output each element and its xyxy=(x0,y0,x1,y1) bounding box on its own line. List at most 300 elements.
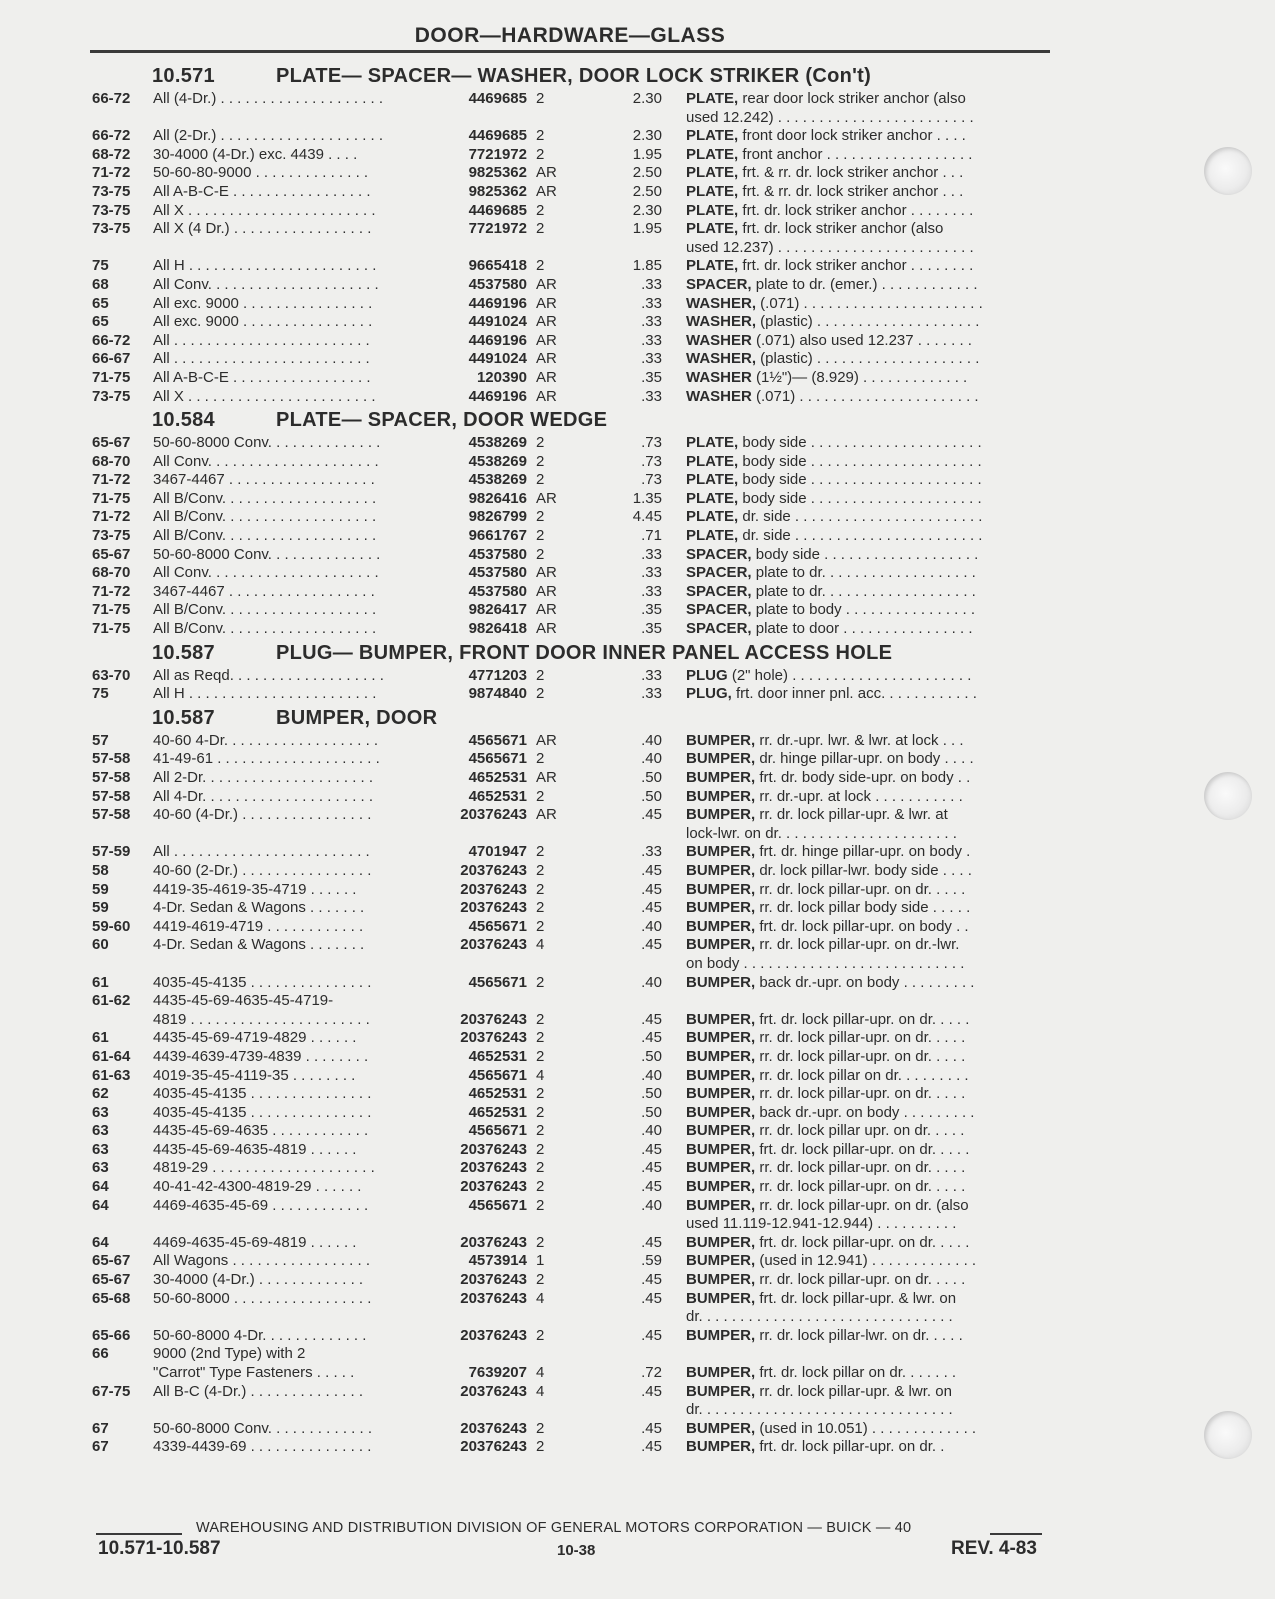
part-models: All A-B-C-E . . . . . . . . . . . . . . . . . xyxy=(153,368,371,386)
part-price: .33 xyxy=(641,294,662,312)
part-quantity: 2 xyxy=(536,1029,545,1047)
part-description xyxy=(686,1290,1051,1309)
part-type: WASHER, xyxy=(686,350,757,368)
part-row xyxy=(0,202,1275,221)
part-type: PLATE, xyxy=(686,220,739,238)
part-detail: frt. dr. hinge pillar-upr. on body . xyxy=(755,843,971,861)
part-row xyxy=(0,164,1275,183)
part-models: All H . . . . . . . . . . . . . . . . . . . . . . . xyxy=(153,257,377,275)
part-price: .45 xyxy=(641,936,662,954)
part-row xyxy=(0,1327,1275,1346)
part-price: .40 xyxy=(641,731,662,749)
part-detail: plate to dr. . . . . . . . . . . . . . . . . . . xyxy=(751,564,976,582)
part-models: 4435-45-69-4635-4819 . . . . . . xyxy=(153,1140,357,1158)
part-models: 50-60-8000 Conv. . . . . . . . . . . . . . xyxy=(153,434,381,452)
part-quantity: AR xyxy=(536,368,557,386)
part-price: .45 xyxy=(641,1140,662,1158)
part-detail: (.071) also used 12.237 . . . . . . . xyxy=(751,331,972,349)
part-quantity: 2 xyxy=(536,1159,545,1177)
part-row xyxy=(0,1011,1275,1030)
part-type: BUMPER, xyxy=(686,1066,756,1084)
part-models: All (4-Dr.) . . . . . . . . . . . . . . . . . . . . xyxy=(153,90,384,107)
part-quantity: 4 xyxy=(536,936,545,954)
part-number: 4538269 xyxy=(468,452,527,470)
part-years: 73-75 xyxy=(92,182,131,200)
part-description xyxy=(686,769,1051,788)
part-years: 64 xyxy=(92,1196,109,1214)
part-years: 65-67 xyxy=(92,1252,131,1270)
part-quantity: AR xyxy=(536,350,557,368)
part-price: .45 xyxy=(641,899,662,917)
part-number: 4537580 xyxy=(468,545,527,563)
part-detail: frt. door inner pnl. acc. . . . . . . . . . . . xyxy=(731,685,977,703)
part-description xyxy=(686,1197,1051,1216)
part-row xyxy=(0,974,1275,993)
part-quantity: 2 xyxy=(536,750,545,768)
part-years: 65 xyxy=(92,313,109,331)
part-row xyxy=(0,918,1275,937)
part-number: 4771203 xyxy=(468,666,527,684)
footer-page-number: 10-38 xyxy=(557,1542,596,1559)
part-years: 67 xyxy=(92,1419,109,1437)
part-type: BUMPER, xyxy=(686,1122,756,1140)
part-quantity: 2 xyxy=(536,1326,545,1344)
part-type: BUMPER, xyxy=(686,973,756,991)
part-type: SPACER, xyxy=(686,564,752,582)
part-detail: (used in 12.941) . . . . . . . . . . . . . xyxy=(755,1252,977,1270)
part-models: All exc. 9000 . . . . . . . . . . . . . . . . xyxy=(153,294,373,312)
part-years: 73-75 xyxy=(92,220,131,238)
part-description xyxy=(686,583,1051,602)
part-number: 9661767 xyxy=(468,527,527,545)
part-type: PLATE, xyxy=(686,145,739,163)
part-models: 40-60 (2-Dr.) . . . . . . . . . . . . . . . . xyxy=(153,861,372,879)
part-years: 73-75 xyxy=(92,201,131,219)
part-quantity: AR xyxy=(536,769,557,786)
part-price: .50 xyxy=(641,1103,662,1121)
part-description xyxy=(686,1029,1051,1048)
part-number: 20376243 xyxy=(460,1438,527,1456)
part-description xyxy=(686,332,1051,351)
part-row xyxy=(0,490,1275,509)
part-type: BUMPER, xyxy=(686,1419,756,1437)
part-quantity: 2 xyxy=(536,508,545,526)
part-years: 67-75 xyxy=(92,1382,131,1400)
part-row xyxy=(0,369,1275,388)
part-number: 4701947 xyxy=(468,843,527,861)
part-number: 4469196 xyxy=(468,331,527,349)
part-description xyxy=(686,1234,1051,1253)
part-detail: frt. & rr. dr. lock striker anchor . . . xyxy=(738,182,964,200)
part-row xyxy=(0,239,1275,258)
part-number: 4538269 xyxy=(468,471,527,489)
part-quantity: 2 xyxy=(536,145,545,163)
part-quantity: 2 xyxy=(536,787,545,805)
part-years: 68-70 xyxy=(92,564,131,582)
footer-range: 10.571-10.587 xyxy=(98,1538,221,1559)
part-quantity: AR xyxy=(536,489,557,507)
part-type: BUMPER, xyxy=(686,750,756,768)
section-number: 10.587 xyxy=(152,706,215,729)
part-description xyxy=(686,601,1051,620)
part-description xyxy=(686,1104,1051,1123)
part-number: 4491024 xyxy=(468,350,527,368)
part-price: 2.30 xyxy=(632,127,662,145)
part-price: .45 xyxy=(641,1159,662,1177)
part-quantity: 2 xyxy=(536,434,545,452)
part-row xyxy=(0,127,1275,146)
part-type: SPACER, xyxy=(686,275,752,293)
part-quantity: AR xyxy=(536,164,557,182)
part-models: 3467-4467 . . . . . . . . . . . . . . . . . . xyxy=(153,471,375,489)
part-years: 73-75 xyxy=(92,387,131,405)
part-type: PLATE, xyxy=(686,127,739,145)
part-years: 63 xyxy=(92,1122,109,1140)
part-detail: frt. & rr. dr. lock striker anchor . . . xyxy=(738,164,964,182)
part-price: .45 xyxy=(641,1178,662,1196)
part-description xyxy=(686,239,1051,258)
part-type: PLATE, xyxy=(686,182,739,200)
part-row xyxy=(0,1159,1275,1178)
part-row xyxy=(0,564,1275,583)
part-detail: used 12.237) . . . . . . . . . . . . . . . . . . . . . . . . xyxy=(686,238,974,256)
part-models: 4339-4439-69 . . . . . . . . . . . . . . . xyxy=(153,1438,372,1456)
part-row xyxy=(0,109,1275,128)
part-row xyxy=(0,257,1275,276)
part-type: BUMPER, xyxy=(686,1382,756,1400)
part-number: 4537580 xyxy=(468,275,527,293)
part-description xyxy=(686,434,1051,453)
part-price: .40 xyxy=(641,1066,662,1084)
part-models: All . . . . . . . . . . . . . . . . . . . . . . . . xyxy=(153,350,370,368)
part-detail: rr. dr. lock pillar body side . . . . . xyxy=(755,899,971,917)
part-number: 9826416 xyxy=(468,489,527,507)
part-quantity: 2 xyxy=(536,452,545,470)
part-years: 66 xyxy=(92,1345,109,1363)
part-models: "Carrot" Type Fasteners . . . . . xyxy=(153,1364,355,1381)
part-price: .73 xyxy=(641,452,662,470)
part-models: 4435-45-69-4719-4829 . . . . . . xyxy=(153,1029,357,1047)
page-title: DOOR—HARDWARE—GLASS xyxy=(414,24,726,47)
part-price: .35 xyxy=(641,601,662,619)
part-models: 40-60 4-Dr. . . . . . . . . . . . . . . . . . . xyxy=(153,731,379,749)
part-models: 9000 (2nd Type) with 2 xyxy=(153,1345,306,1363)
part-years: 57 xyxy=(92,731,109,749)
part-quantity: 2 xyxy=(536,843,545,861)
part-models: 50-60-80-9000 . . . . . . . . . . . . . . xyxy=(153,164,369,182)
part-row xyxy=(0,1420,1275,1439)
part-row xyxy=(0,453,1275,472)
part-years: 57-58 xyxy=(92,750,131,768)
part-type: WASHER xyxy=(686,368,752,386)
part-description xyxy=(686,918,1051,937)
part-models: All exc. 9000 . . . . . . . . . . . . . . . . xyxy=(153,313,373,331)
part-models: All as Reqd. . . . . . . . . . . . . . . . . . . xyxy=(153,666,384,684)
part-detail: frt. dr. body side-upr. on body . . xyxy=(755,769,971,786)
part-price: .50 xyxy=(641,769,662,786)
footer-revision: REV. 4-83 xyxy=(951,1538,1037,1559)
part-detail: dr. side . . . . . . . . . . . . . . . . . . . . . . . xyxy=(738,508,983,526)
part-type: BUMPER, xyxy=(686,917,756,935)
part-description xyxy=(686,732,1051,751)
part-detail: rr. dr. lock pillar-upr. on dr. . . . . xyxy=(755,1159,966,1177)
part-row xyxy=(0,90,1275,109)
part-type: PLATE, xyxy=(686,508,739,526)
part-row xyxy=(0,992,1275,1011)
part-number: 4469685 xyxy=(468,127,527,145)
part-row xyxy=(0,1141,1275,1160)
part-description xyxy=(686,955,1051,974)
part-detail: rear door lock striker anchor (also xyxy=(738,90,966,107)
footer-rule xyxy=(96,1533,182,1535)
part-number: 20376243 xyxy=(460,936,527,954)
part-years: 65-67 xyxy=(92,1271,131,1289)
part-models: All (2-Dr.) . . . . . . . . . . . . . . . . . . . . xyxy=(153,127,384,145)
part-description xyxy=(686,806,1051,825)
part-years: 71-75 xyxy=(92,620,131,638)
part-quantity: AR xyxy=(536,331,557,349)
part-years: 57-58 xyxy=(92,806,131,824)
part-quantity: AR xyxy=(536,731,557,749)
part-row xyxy=(0,769,1275,788)
part-years: 59-60 xyxy=(92,917,131,935)
part-price: .35 xyxy=(641,620,662,638)
part-quantity: 1 xyxy=(536,1252,545,1270)
part-description xyxy=(686,546,1051,565)
part-type: BUMPER, xyxy=(686,1010,756,1028)
part-years: 66-72 xyxy=(92,331,131,349)
part-models: 4819 . . . . . . . . . . . . . . . . . . . . . . xyxy=(153,1010,370,1028)
part-detail: rr. dr. lock pillar-upr. on dr. . . . . xyxy=(755,1047,966,1065)
part-type: WASHER, xyxy=(686,294,757,312)
part-description xyxy=(686,313,1051,332)
part-type: BUMPER, xyxy=(686,1364,756,1381)
section-title: PLUG— BUMPER, FRONT DOOR INNER PANEL ACCESS HOLE xyxy=(276,641,893,664)
part-type: BUMPER, xyxy=(686,899,756,917)
part-detail: rr. dr. lock pillar-upr. on dr.-lwr. xyxy=(755,936,960,954)
part-quantity: AR xyxy=(536,806,557,824)
part-quantity: 2 xyxy=(536,685,545,703)
part-quantity: 2 xyxy=(536,127,545,145)
part-price: .45 xyxy=(641,1233,662,1251)
part-number: 4652531 xyxy=(468,769,527,786)
part-years: 71-72 xyxy=(92,471,131,489)
part-years: 61-63 xyxy=(92,1066,131,1084)
part-quantity: 2 xyxy=(536,1233,545,1251)
part-description xyxy=(686,936,1051,955)
part-row xyxy=(0,1215,1275,1234)
part-type: BUMPER, xyxy=(686,1252,756,1270)
part-description xyxy=(686,1048,1051,1067)
part-price: .33 xyxy=(641,387,662,405)
part-price: .45 xyxy=(641,880,662,898)
part-type: WASHER xyxy=(686,331,752,349)
part-type: PLATE, xyxy=(686,452,739,470)
part-price: .45 xyxy=(641,1326,662,1344)
part-price: 2.50 xyxy=(632,164,662,182)
part-row xyxy=(0,1345,1275,1364)
part-row xyxy=(0,806,1275,825)
part-type: BUMPER, xyxy=(686,1140,756,1158)
part-row xyxy=(0,881,1275,900)
part-number: 20376243 xyxy=(460,1178,527,1196)
part-description xyxy=(686,750,1051,769)
part-description xyxy=(686,1122,1051,1141)
part-type: PLATE, xyxy=(686,527,739,545)
part-description xyxy=(686,127,1051,146)
part-price: .45 xyxy=(641,861,662,879)
part-detail: (used in 10.051) . . . . . . . . . . . . . xyxy=(755,1419,977,1437)
part-row xyxy=(0,332,1275,351)
part-detail: frt. dr. lock pillar-upr. on dr. . xyxy=(755,1438,945,1456)
part-type: PLATE, xyxy=(686,201,739,219)
footer-division: WAREHOUSING AND DISTRIBUTION DIVISION OF GENERAL MOTORS CORPORATION — BUICK — 40 xyxy=(196,1520,912,1536)
part-years: 66-72 xyxy=(92,127,131,145)
part-type: PLATE, xyxy=(686,471,739,489)
part-detail: body side . . . . . . . . . . . . . . . . . . . . . xyxy=(738,489,982,507)
part-description xyxy=(686,1159,1051,1178)
part-detail: rr. dr. lock pillar-upr. on dr. . . . . xyxy=(755,1271,966,1289)
part-models: 4819-29 . . . . . . . . . . . . . . . . . . . . xyxy=(153,1159,375,1177)
part-row xyxy=(0,276,1275,295)
part-detail: dr. lock pillar-lwr. body side . . . . xyxy=(755,861,972,879)
part-quantity: 2 xyxy=(536,201,545,219)
part-row xyxy=(0,955,1275,974)
part-type: PLATE, xyxy=(686,90,739,107)
part-price: 2.30 xyxy=(632,90,662,107)
part-price: .33 xyxy=(641,313,662,331)
part-description xyxy=(686,183,1051,202)
part-models: 4-Dr. Sedan & Wagons . . . . . . . xyxy=(153,899,365,917)
part-detail: rr. dr. lock pillar-upr. & lwr. at xyxy=(755,806,948,824)
part-quantity: 2 xyxy=(536,90,545,107)
part-models: All A-B-C-E . . . . . . . . . . . . . . . . . xyxy=(153,182,371,200)
part-price: .33 xyxy=(641,666,662,684)
part-type: SPACER, xyxy=(686,601,752,619)
part-number: 7721972 xyxy=(468,220,527,238)
part-number: 4469685 xyxy=(468,90,527,107)
part-quantity: AR xyxy=(536,582,557,600)
part-detail: (2" hole) . . . . . . . . . . . . . . . . . . . . . . xyxy=(727,666,972,684)
part-price: 1.35 xyxy=(632,489,662,507)
part-type: BUMPER, xyxy=(686,806,756,824)
part-detail: dr. side . . . . . . . . . . . . . . . . . . . . . . . xyxy=(738,527,983,545)
part-row xyxy=(0,1234,1275,1253)
part-years: 64 xyxy=(92,1178,109,1196)
part-years: 63-70 xyxy=(92,666,131,684)
part-detail: plate to body . . . . . . . . . . . . . . . . xyxy=(751,601,976,619)
part-type: BUMPER, xyxy=(686,1159,756,1177)
part-models: 41-49-61 . . . . . . . . . . . . . . . . . . . . xyxy=(153,750,380,768)
part-quantity: 2 xyxy=(536,1438,545,1456)
part-number: 9665418 xyxy=(468,257,527,275)
part-years: 61-64 xyxy=(92,1047,131,1065)
part-type: BUMPER, xyxy=(686,880,756,898)
part-price: .50 xyxy=(641,1047,662,1065)
part-models: All B/Conv. . . . . . . . . . . . . . . . . . . xyxy=(153,601,377,619)
part-number: 4537580 xyxy=(468,582,527,600)
part-models: All 2-Dr. . . . . . . . . . . . . . . . . . . . . xyxy=(153,769,374,786)
part-row xyxy=(0,508,1275,527)
part-price: .45 xyxy=(641,1029,662,1047)
part-number: 20376243 xyxy=(460,899,527,917)
part-detail: back dr.-upr. on body . . . . . . . . . xyxy=(755,973,975,991)
part-price: .33 xyxy=(641,275,662,293)
section-title: PLATE— SPACER— WASHER, DOOR LOCK STRIKER (Con't) xyxy=(276,65,872,87)
part-quantity: 2 xyxy=(536,1419,545,1437)
header-rule xyxy=(90,50,1050,53)
part-description xyxy=(686,881,1051,900)
part-quantity: 4 xyxy=(536,1289,545,1307)
part-years: 71-75 xyxy=(92,601,131,619)
part-description xyxy=(686,388,1051,407)
part-row xyxy=(0,1178,1275,1197)
part-years: 71-72 xyxy=(92,508,131,526)
part-detail: frt. dr. lock pillar-upr. on dr. . . . . xyxy=(755,1233,970,1251)
part-years: 68-72 xyxy=(92,145,131,163)
part-detail: frt. dr. lock striker anchor (also xyxy=(738,220,944,238)
part-type: BUMPER, xyxy=(686,1103,756,1121)
section-number: 10.587 xyxy=(152,641,215,664)
part-description xyxy=(686,90,1051,109)
part-models: 4419-35-4619-35-4719 . . . . . . xyxy=(153,880,357,898)
part-type: BUMPER, xyxy=(686,1029,756,1047)
part-number: 4565671 xyxy=(468,750,527,768)
part-number: 7639207 xyxy=(468,1364,527,1381)
part-row xyxy=(0,620,1275,639)
part-description xyxy=(686,527,1051,546)
part-row xyxy=(0,1067,1275,1086)
part-price: 1.95 xyxy=(632,145,662,163)
part-description xyxy=(686,295,1051,314)
part-detail: dr. . . . . . . . . . . . . . . . . . . . . . . . . . . . . . . xyxy=(686,1401,953,1419)
part-row xyxy=(0,1252,1275,1271)
part-years: 65-67 xyxy=(92,545,131,563)
part-number: 4469685 xyxy=(468,201,527,219)
part-type: BUMPER, xyxy=(686,1085,756,1103)
part-price: .50 xyxy=(641,1085,662,1103)
part-price: .33 xyxy=(641,685,662,703)
part-price: .73 xyxy=(641,471,662,489)
part-description xyxy=(686,564,1051,583)
part-description xyxy=(686,1401,1051,1420)
part-price: .33 xyxy=(641,564,662,582)
part-number: 9825362 xyxy=(468,182,527,200)
part-row xyxy=(0,350,1275,369)
part-row xyxy=(0,667,1275,686)
part-quantity: 2 xyxy=(536,861,545,879)
part-row xyxy=(0,843,1275,862)
part-row xyxy=(0,1438,1275,1457)
part-number: 4565671 xyxy=(468,1196,527,1214)
part-models: 4035-45-4135 . . . . . . . . . . . . . . . xyxy=(153,973,372,991)
part-row xyxy=(0,936,1275,955)
part-description xyxy=(686,1438,1051,1457)
part-detail: rr. dr. lock pillar-upr. on dr. . . . . xyxy=(755,880,966,898)
part-row xyxy=(0,471,1275,490)
part-years: 61 xyxy=(92,973,109,991)
part-models: 50-60-8000 Conv. . . . . . . . . . . . . . xyxy=(153,545,381,563)
part-price: .33 xyxy=(641,545,662,563)
part-detail: dr. hinge pillar-upr. on body . . . . xyxy=(755,750,974,768)
part-models: All Conv. . . . . . . . . . . . . . . . . . . . . xyxy=(153,452,379,470)
part-detail: frt. dr. lock striker anchor . . . . . . . . xyxy=(738,257,974,275)
footer-rule xyxy=(990,1533,1042,1535)
part-quantity: 4 xyxy=(536,1382,545,1400)
part-row xyxy=(0,601,1275,620)
part-description xyxy=(686,471,1051,490)
part-type: BUMPER, xyxy=(686,1326,756,1344)
